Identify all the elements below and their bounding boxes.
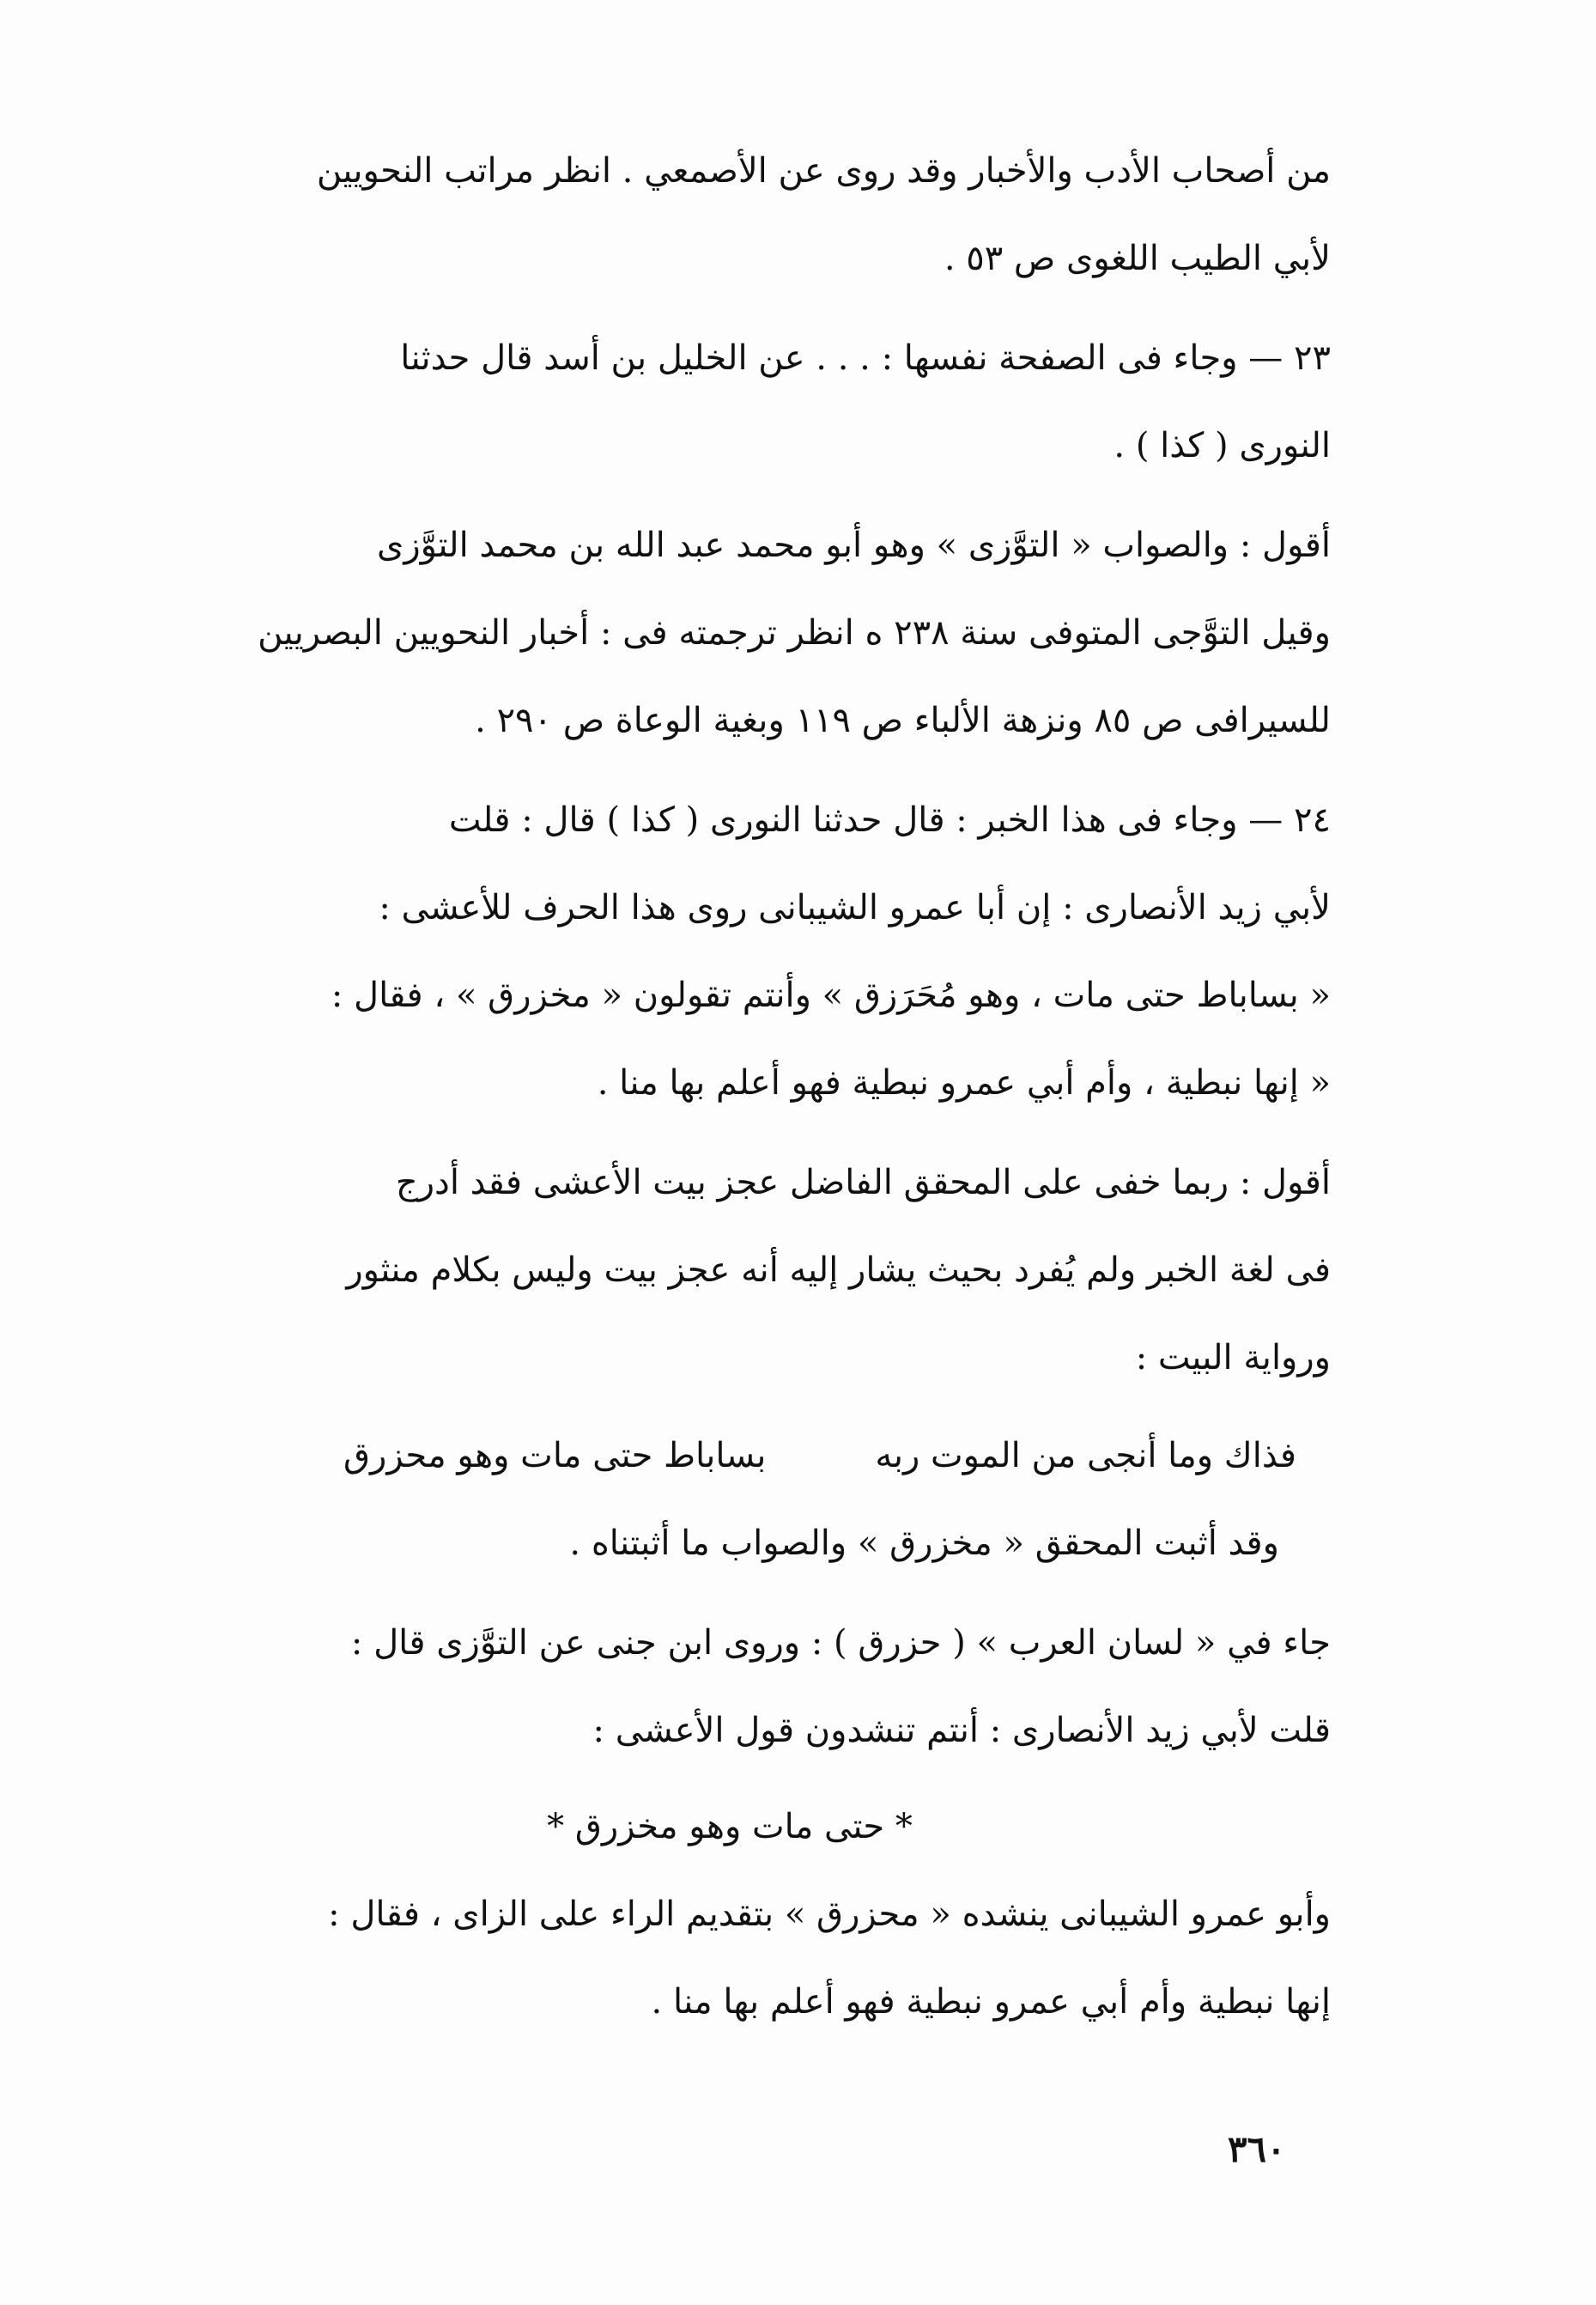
paragraph-4 [232, 776, 1331, 1127]
paragraph-4-line-3: « بساباط حتى مات ، وهو مُحَرَزق » وأنتم تقولون « مخزرق » ، فقال : [331, 976, 1331, 1015]
paragraph-1 [232, 127, 1331, 302]
paragraph-6-line-2: قلت لأبي زيد الأنصارى : أنتم تنشدون قول الأعشى : [592, 1711, 1331, 1750]
verse-first-hemistich: فذاك وما أنجى من الموت ربه [875, 1436, 1296, 1475]
verse-second-hemistich: بساباط حتى مات وهو محزرق [343, 1436, 767, 1475]
paragraph-5-line-1: أقول : ربما خفى على المحقق الفاضل عجز بيت الأعشى فقد أدرج [395, 1163, 1331, 1202]
after-verse-line: وقد أثبت المحقق « مخزرق » والصواب ما أثبتناه . [569, 1523, 1279, 1563]
paragraph-4-line-1: ٢٤ — وجاء فى هذا الخبر : قال حدثنا النورى ( كذا ) قال : قلت [448, 800, 1331, 840]
paragraph-7-line-2: إنها نبطية وأم أبي عمرو نبطية فهو أعلم بها منا . [651, 1982, 1331, 2022]
text-column [232, 127, 1331, 2046]
paragraph-5 [232, 1139, 1331, 1402]
paragraph-5-line-3: ورواية البيت : [1135, 1338, 1331, 1378]
paragraph-4-line-4: « إنها نبطية ، وأم أبي عمرو نبطية فهو أعلم بها منا . [597, 1063, 1331, 1103]
paragraph-2-line-2: النورى ( كذا ) . [1114, 426, 1331, 465]
paragraph-3-line-2: وقيل التوَّجى المتوفى سنة ٢٣٨ ه انظر ترجمته فى : أخبار النحويين البصريين [258, 613, 1331, 653]
paragraph-1-line-1: من أصحاب الأدب والأخبار وقد روى عن الأصمعي . انظر مراتب النحويين [316, 151, 1331, 191]
paragraph-1-line-2: لأبي الطيب اللغوى ص ٥٣ . [944, 239, 1331, 278]
paragraph-6 [232, 1599, 1331, 1774]
page-number: ٣٦٠ [1228, 2128, 1286, 2170]
poetry-verse [232, 1412, 1331, 1499]
paragraph-6-line-1: جاء في « لسان العرب » ( حزرق ) : وروى ابن جنى عن التوَّزى قال : [350, 1623, 1331, 1663]
paragraph-7 [232, 1870, 1331, 2046]
paragraph-4-line-2: لأبي زيد الأنصارى : إن أبا عمرو الشيبانى روى هذا الحرف للأعشى : [379, 888, 1331, 927]
paragraph-3 [232, 502, 1331, 764]
paragraph-3-line-1: أقول : والصواب « التوَّزى » وهو أبو محمد عبد الله بن محمد التوَّزى [377, 526, 1331, 565]
paragraph-2 [232, 314, 1331, 490]
paragraph-5-line-2: فى لغة الخبر ولم يُفرد بحيث يشار إليه أنه عجز بيت وليس بكلام منثور [346, 1250, 1331, 1290]
paragraph-2-line-1: ٢٣ — وجاء فى الصفحة نفسها : . . . عن الخليل بن أسد قال حدثنا [400, 338, 1331, 378]
paragraph-7-line-1: وأبو عمرو الشيبانى ينشده « محزرق » بتقديم الراء على الزاى ، فقال : [328, 1894, 1331, 1934]
half-verse: * حتى مات وهو مخزرق * [547, 1807, 913, 1846]
paragraph-3-line-3: للسيرافى ص ٨٥ ونزهة الألباء ص ١١٩ وبغية الوعاة ص ٢٩٠ . [475, 701, 1331, 740]
